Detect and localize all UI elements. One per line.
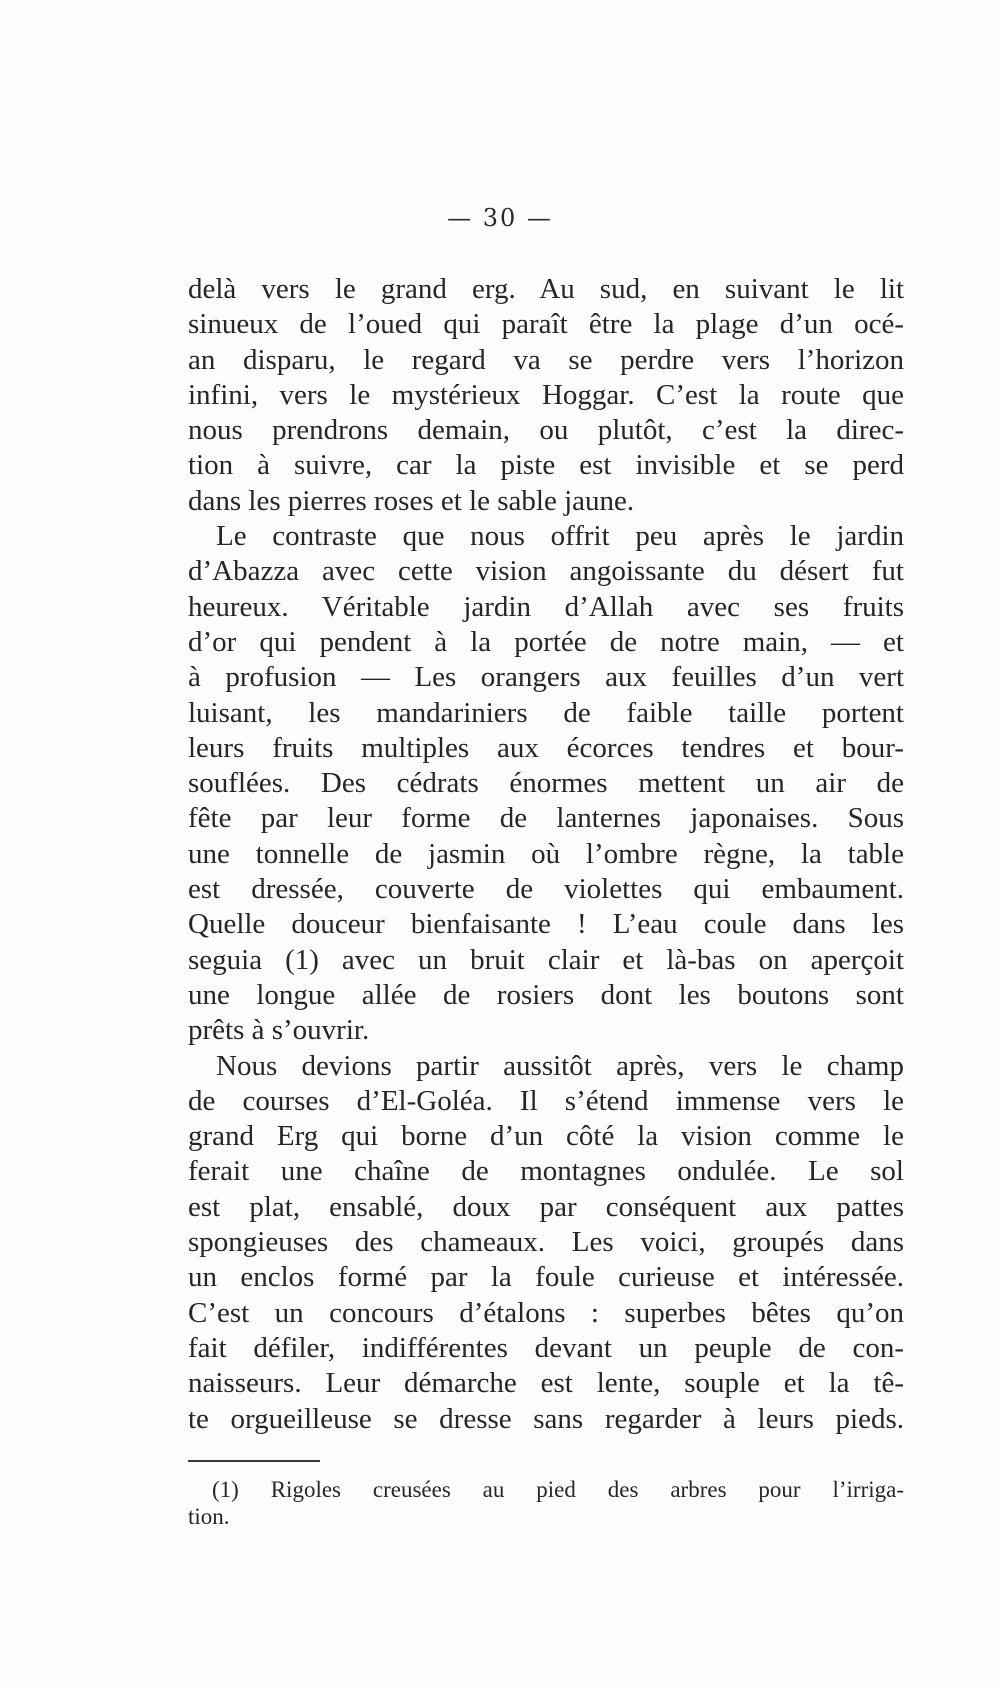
- text-line: à profusion — Les orangers aux feuilles d’un vert: [188, 661, 904, 694]
- text-line: an disparu, le regard va se perdre vers l’horizon: [188, 343, 904, 376]
- text-line: est dressée, couverte de violettes qui embaument.: [188, 873, 904, 906]
- text-line: fête par leur forme de lanternes japonaises. Sous: [188, 802, 904, 835]
- text-line: de courses d’El-Goléa. Il s’étend immense vers le: [188, 1084, 904, 1117]
- text-line: d’or qui pendent à la portée de notre main, — et: [188, 625, 904, 658]
- text-line: sinueux de l’oued qui paraît être la plage d’un océ-: [188, 308, 904, 341]
- text-line: luisant, les mandariniers de faible taille portent: [188, 696, 904, 729]
- text-line: te orgueilleuse se dresse sans regarder à leurs pieds.: [188, 1402, 904, 1435]
- text-line: est plat, ensablé, doux par conséquent aux pattes: [188, 1190, 904, 1223]
- paragraph-3: [188, 1049, 904, 1437]
- text-line: seguia (1) avec un bruit clair et là-bas on aperçoit: [188, 943, 904, 976]
- text-line: Quelle douceur bienfaisante ! L’eau coule dans les: [188, 908, 904, 941]
- text-line: une tonnelle de jasmin où l’ombre règne, la table: [188, 837, 904, 870]
- text-line: leurs fruits multiples aux écorces tendres et bour-: [188, 731, 904, 764]
- text-line: Le contraste que nous offrit peu après le jardin: [216, 520, 904, 553]
- text-line: prêts à s’ouvrir.: [188, 1014, 370, 1047]
- body-text: [188, 272, 904, 1437]
- text-line: spongieuses des chameaux. Les voici, groupés dans: [188, 1226, 904, 1259]
- footnote-line: (1) Rigoles creusées au pied des arbres pour l’irriga-: [212, 1477, 904, 1502]
- text-line: nous prendrons demain, ou plutôt, c’est la direc-: [188, 414, 904, 447]
- text-line: une longue allée de rosiers dont les boutons sont: [188, 978, 904, 1011]
- text-line: grand Erg qui borne d’un côté la vision comme le: [188, 1120, 904, 1153]
- text-line: fait défiler, indifférentes devant un peuple de con-: [188, 1331, 904, 1364]
- text-line: heureux. Véritable jardin d’Allah avec ses fruits: [188, 590, 904, 623]
- text-line: un enclos formé par la foule curieuse et intéressée.: [188, 1261, 904, 1294]
- text-line: souflées. Des cédrats énormes mettent un air de: [188, 767, 904, 800]
- footnote-rule: [188, 1460, 320, 1462]
- paragraph-1: [188, 272, 904, 519]
- footnote-line: tion.: [188, 1504, 230, 1529]
- text-line: d’Abazza avec cette vision angoissante du désert fut: [188, 555, 904, 588]
- paragraph-2: [188, 519, 904, 1048]
- text-line: dans les pierres roses et le sable jaune.: [188, 484, 635, 517]
- text-line: delà vers le grand erg. Au sud, en suivant le lit: [188, 273, 904, 305]
- text-line: tion à suivre, car la piste est invisible et se perd: [188, 449, 904, 482]
- text-line: ferait une chaîne de montagnes ondulée. Le sol: [188, 1155, 904, 1188]
- text-line: naisseurs. Leur démarche est lente, souple et la tê-: [188, 1367, 904, 1400]
- page-number: — 30 —: [447, 204, 553, 232]
- text-line: Nous devions partir aussitôt après, vers le champ: [216, 1049, 904, 1082]
- footnote: [188, 1476, 904, 1530]
- text-line: infini, vers le mystérieux Hoggar. C’est la route que: [188, 378, 904, 411]
- text-line: C’est un concours d’étalons : superbes bêtes qu’on: [188, 1296, 904, 1329]
